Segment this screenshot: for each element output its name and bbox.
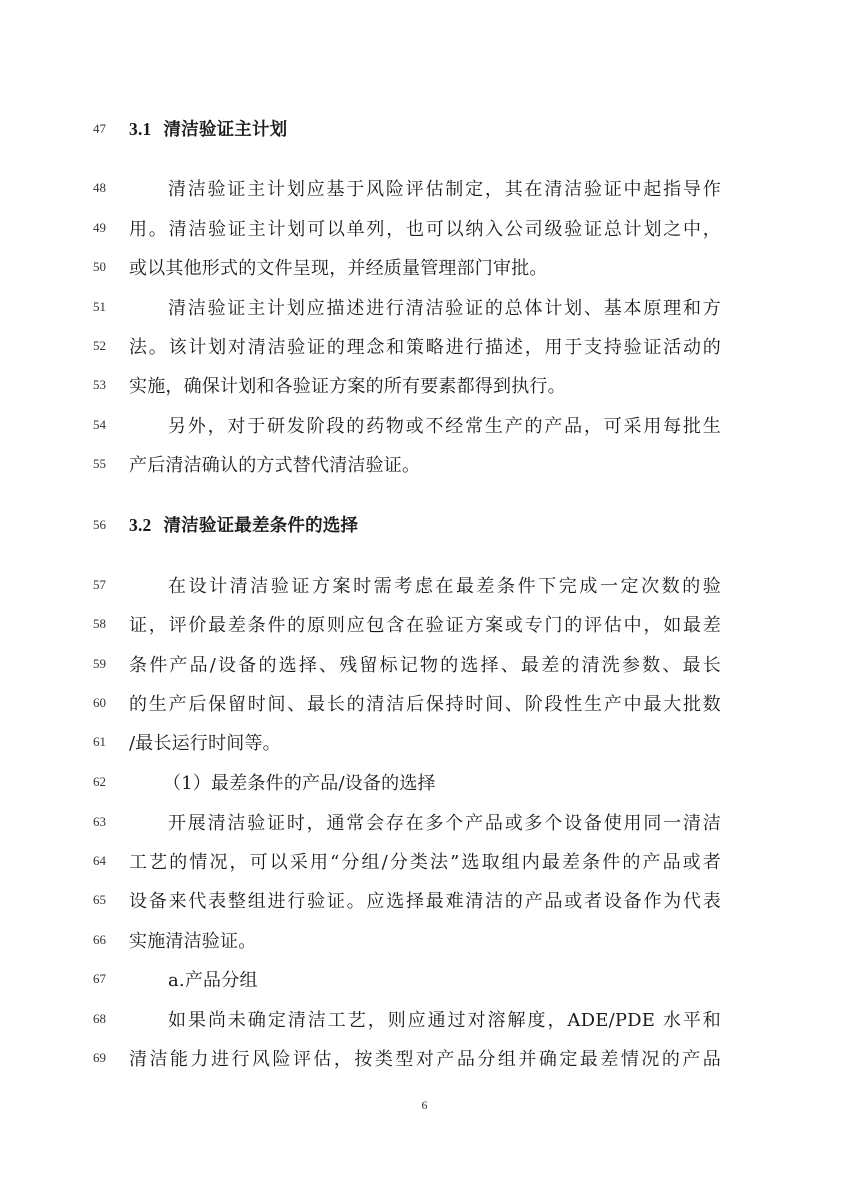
line-number: 49 <box>93 220 106 235</box>
line-text: 法。该计划对清洁验证的理念和策略进行描述，用于支持验证活动的 <box>129 337 721 358</box>
line-number: 62 <box>93 774 106 789</box>
line-number: 50 <box>93 259 106 274</box>
section-number: 3.2 <box>129 515 152 535</box>
text-line <box>0 408 849 444</box>
text-line <box>0 1002 849 1038</box>
text-line <box>0 329 849 365</box>
text-line <box>0 844 849 880</box>
line-number: 48 <box>93 180 106 195</box>
line-number: 67 <box>93 971 106 986</box>
text-line <box>0 368 849 404</box>
line-text: 证，评价最差条件的原则应包含在验证方案或专门的评估中，如最差 <box>129 615 721 636</box>
line-text: 另外，对于研发阶段的药物或不经常生产的产品，可采用每批生 <box>168 416 721 437</box>
text-line <box>0 568 849 604</box>
line-number: 66 <box>93 932 106 947</box>
text-line <box>0 686 849 722</box>
line-text: 如果尚未确定清洁工艺，则应通过对溶解度，ADE/PDE 水平和 <box>168 1010 721 1031</box>
line-number: 68 <box>93 1011 106 1026</box>
section-number: 3.1 <box>129 119 152 139</box>
line-number: 58 <box>93 616 106 631</box>
section-title: 清洁验证最差条件的选择 <box>163 516 359 536</box>
line-text: 实施清洁验证。 <box>129 931 257 952</box>
line-text: 开展清洁验证时，通常会存在多个产品或多个设备使用同一清洁 <box>168 813 721 834</box>
line-number: 47 <box>93 121 106 136</box>
text-line <box>0 725 849 761</box>
text-line <box>0 765 849 801</box>
line-number: 56 <box>93 517 106 532</box>
text-line <box>0 607 849 643</box>
text-line <box>0 447 849 483</box>
line-text: 实施，确保计划和各验证方案的所有要素都得到执行。 <box>129 376 566 397</box>
line-text: 清洁能力进行风险评估，按类型对产品分组并确定最差情况的产品 <box>129 1049 721 1070</box>
line-text: 清洁验证主计划应描述进行清洁验证的总体计划、基本原理和方 <box>168 298 721 319</box>
line-number: 53 <box>93 377 106 392</box>
line-number: 51 <box>93 299 106 314</box>
line-text: 在设计清洁验证方案时需考虑在最差条件下完成一定次数的验 <box>168 576 721 597</box>
text-line <box>0 171 849 207</box>
line-text: 清洁验证主计划应基于风险评估制定，其在清洁验证中起指导作 <box>168 179 721 200</box>
text-line <box>0 805 849 841</box>
section-heading-text <box>129 512 721 537</box>
line-number: 59 <box>93 656 106 671</box>
line-text: （1）最差条件的产品/设备的选择 <box>163 773 436 794</box>
line-text: /最长运行时间等。 <box>129 733 281 754</box>
line-text: 的生产后保留时间、最长的清洁后保持时间、阶段性生产中最大批数 <box>129 694 721 715</box>
line-number: 64 <box>93 853 106 868</box>
line-number: 55 <box>93 456 106 471</box>
text-line <box>0 211 849 247</box>
text-line <box>0 647 849 683</box>
line-text: 设备来代表整组进行验证。应选择最难清洁的产品或者设备作为代表 <box>129 891 721 912</box>
text-line <box>0 883 849 919</box>
text-line <box>0 250 849 286</box>
line-number: 52 <box>93 338 106 353</box>
line-number: 54 <box>93 417 106 432</box>
text-line <box>0 290 849 326</box>
text-line <box>0 1041 849 1077</box>
text-line <box>0 923 849 959</box>
line-number: 61 <box>93 734 106 749</box>
line-text: 用。清洁验证主计划可以单列，也可以纳入公司级验证总计划之中， <box>129 219 721 240</box>
line-number: 65 <box>93 892 106 907</box>
line-text: 条件产品/设备的选择、残留标记物的选择、最差的清洗参数、最长 <box>129 655 721 676</box>
page-number: 6 <box>421 1098 428 1112</box>
line-number: 69 <box>93 1050 106 1065</box>
line-text: 产后清洁确认的方式替代清洁验证。 <box>129 455 421 476</box>
line-number: 60 <box>93 695 106 710</box>
section-title: 清洁验证主计划 <box>163 120 288 140</box>
line-text: a.产品分组 <box>168 970 258 991</box>
line-number: 57 <box>93 577 106 592</box>
section-heading-3-1 <box>0 112 849 148</box>
section-heading-3-2 <box>0 508 849 544</box>
line-text: 工艺的情况，可以采用“分组/分类法”选取组内最差条件的产品或者 <box>129 852 721 873</box>
line-text: 或以其他形式的文件呈现，并经质量管理部门审批。 <box>129 258 548 279</box>
line-number: 63 <box>93 814 106 829</box>
text-line <box>0 962 849 998</box>
section-heading-text <box>129 116 721 141</box>
